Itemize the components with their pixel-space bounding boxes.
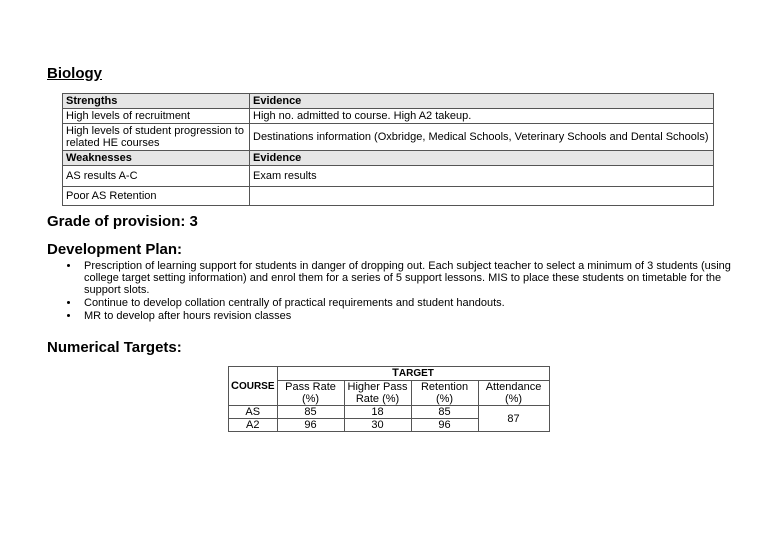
table-row bbox=[63, 109, 714, 124]
table-row bbox=[63, 187, 714, 206]
column-header-row bbox=[229, 381, 550, 406]
table-row bbox=[229, 406, 550, 419]
page-title: Biology bbox=[47, 65, 102, 82]
evidence-header: Evidence bbox=[250, 94, 714, 109]
column-header: Pass Rate (%) bbox=[277, 381, 344, 406]
attendance-cell: 87 bbox=[478, 406, 549, 432]
course-cell: A2 bbox=[229, 419, 278, 432]
pass-rate-cell: 85 bbox=[277, 406, 344, 419]
strengths-weaknesses-table bbox=[62, 93, 714, 206]
weaknesses-header-row bbox=[63, 151, 714, 166]
column-header: Retention (%) bbox=[411, 381, 478, 406]
list-item: • MR to develop after hours revision classes bbox=[80, 310, 742, 322]
course-header: COURSE bbox=[229, 367, 278, 406]
table-row bbox=[63, 166, 714, 187]
list-item: • Continue to develop collation centrally of practical requirements and student handouts. bbox=[80, 297, 742, 309]
column-header: Attendance (%) bbox=[478, 381, 549, 406]
column-header: Higher Pass Rate (%) bbox=[344, 381, 411, 406]
development-plan-heading: Development Plan: bbox=[47, 241, 183, 258]
strengths-header-row bbox=[63, 94, 714, 109]
weakness-item: AS results A-C bbox=[63, 166, 250, 187]
weakness-evidence: Exam results bbox=[250, 166, 714, 187]
target-header-row bbox=[229, 367, 550, 381]
grade-of-provision: Grade of provision: 3 bbox=[47, 213, 198, 230]
numerical-targets-table bbox=[228, 366, 550, 432]
higher-pass-rate-cell: 30 bbox=[344, 419, 411, 432]
numerical-targets-heading: Numerical Targets: bbox=[47, 339, 182, 356]
course-cell: AS bbox=[229, 406, 278, 419]
retention-cell: 85 bbox=[411, 406, 478, 419]
evidence-header: Evidence bbox=[250, 151, 714, 166]
weakness-evidence bbox=[250, 187, 714, 206]
strength-item: High levels of recruitment bbox=[63, 109, 250, 124]
strength-item: High levels of student progression to related HE courses bbox=[63, 124, 250, 151]
weakness-item: Poor AS Retention bbox=[63, 187, 250, 206]
list-item: • Prescription of learning support for students in danger of dropping out. Each subject teacher to select a minimum of 3 students (using college target setting information) and enrol them for a series of 5 support lessons. MIS to place these students on timetable for the support slots. bbox=[80, 260, 742, 296]
higher-pass-rate-cell: 18 bbox=[344, 406, 411, 419]
strengths-header: Strengths bbox=[63, 94, 250, 109]
pass-rate-cell: 96 bbox=[277, 419, 344, 432]
strength-evidence: Destinations information (Oxbridge, Medical Schools, Veterinary Schools and Dental Schools) bbox=[250, 124, 714, 151]
development-plan-list bbox=[62, 260, 742, 323]
retention-cell: 96 bbox=[411, 419, 478, 432]
strength-evidence: High no. admitted to course. High A2 takeup. bbox=[250, 109, 714, 124]
weaknesses-header: Weaknesses bbox=[63, 151, 250, 166]
table-row bbox=[63, 124, 714, 151]
target-header: TARGET bbox=[277, 367, 549, 381]
